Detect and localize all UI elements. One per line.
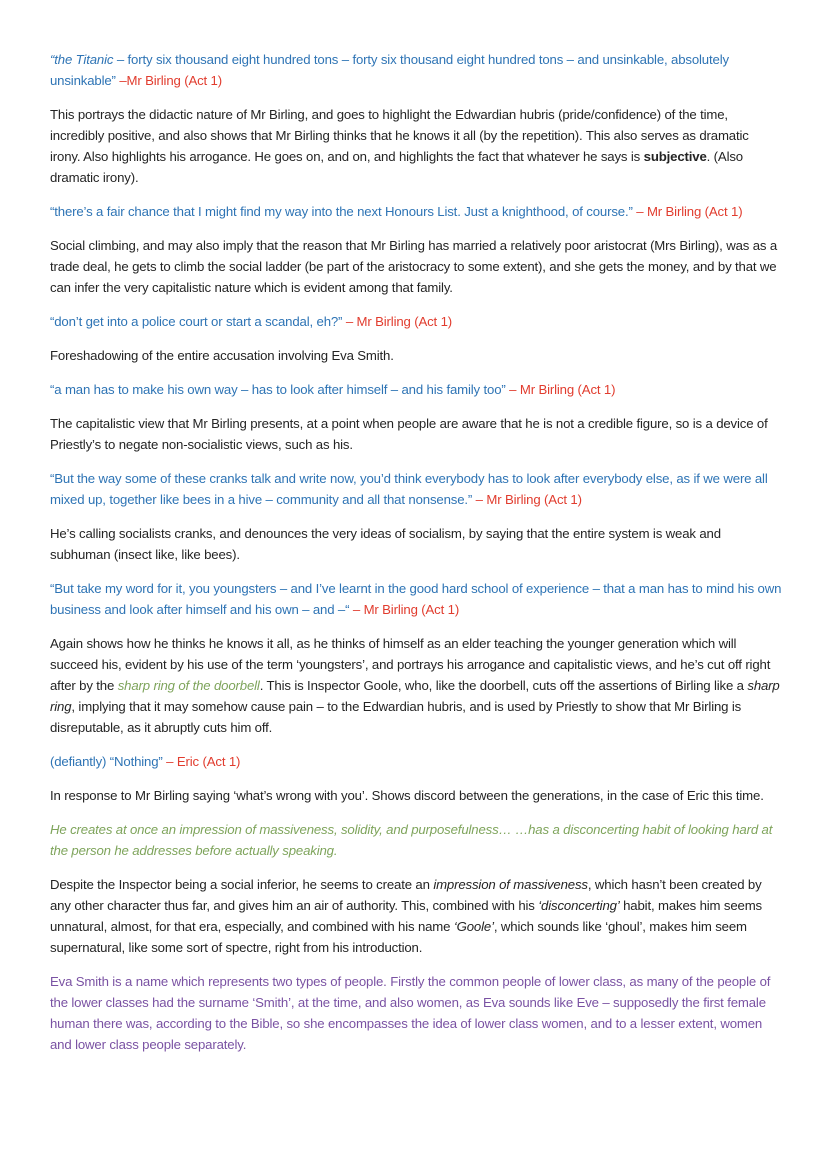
- analysis-paragraph: [50, 235, 782, 298]
- text-run-body: , which sounds like ‘ghoul’, makes him seem supernatural, like some sort of spectre, right from his introduction.: [50, 919, 747, 955]
- text-run-body: Social climbing, and may also imply that the reason that Mr Birling has married a relatively poor aristocrat (Mrs Birling), was as a trade deal, he gets to climb the social ladder (be part of the aristocracy to some extent), and she gets the money, and by that we can infer the very capitalistic nature which is evident among that family.: [50, 238, 778, 295]
- text-run-quote: “a man has to make his own way – has to look after himself – and his family too”: [50, 382, 510, 397]
- text-run-body-italic: ‘disconcerting’: [538, 898, 620, 913]
- text-run-body: Despite the Inspector being a social inferior, he seems to create an: [50, 877, 434, 892]
- analysis-paragraph: [50, 104, 782, 188]
- text-run-body: In response to Mr Birling saying ‘what’s wrong with you’. Shows discord between the generations, in the case of Eric this time.: [50, 788, 764, 803]
- text-run-body: , which hasn’t been created by any other character thus far, and gives him an air of authority. This, combined with his: [50, 877, 762, 913]
- text-run-quote: “don’t get into a police court or start a scandal, eh?”: [50, 314, 346, 329]
- text-run-green-italic: He creates at once an impression of massiveness, solidity, and purposefulness… …has a disconcerting habit of looking hard at the person he addresses before actually speaking.: [50, 822, 773, 858]
- text-run-quote: “But the way some of these cranks talk and write now, you’d think everybody has to look after everybody else, as if we were all mixed up, together like bees in a hive – community and all that nonsense.”: [50, 471, 768, 507]
- analysis-paragraph: [50, 345, 782, 366]
- text-run-body-bold: subjective: [643, 149, 707, 164]
- quote-paragraph: [50, 201, 782, 222]
- text-run-attribution: – Eric (Act 1): [166, 754, 241, 769]
- text-run-quote: “there’s a fair chance that I might find my way into the next Honours List. Just a knighthood, of course.”: [50, 204, 637, 219]
- quote-paragraph: [50, 379, 782, 400]
- text-run-body: habit, makes him seems unnatural, almost, for that era, especially, and combined with his name: [50, 898, 762, 934]
- text-run-quote: (defiantly) “Nothing”: [50, 754, 167, 769]
- text-run-body: Foreshadowing of the entire accusation involving Eva Smith.: [50, 348, 394, 363]
- quote-paragraph: [50, 311, 782, 332]
- text-run-body: . (Also dramatic irony).: [50, 149, 743, 185]
- text-run-attribution: –Mr Birling (Act 1): [119, 73, 222, 88]
- quote-paragraph: [50, 751, 782, 772]
- text-run-body: . This is Inspector Goole, who, like the doorbell, cuts off the assertions of Birling like a: [259, 678, 748, 693]
- quote-paragraph: [50, 468, 782, 510]
- analysis-paragraph: [50, 785, 782, 806]
- quote-paragraph: [50, 578, 782, 620]
- text-run-attribution: – Mr Birling (Act 1): [352, 602, 460, 617]
- analysis-paragraph: [50, 523, 782, 565]
- stage-direction-paragraph: [50, 819, 782, 861]
- text-run-body-italic: ‘Goole’: [453, 919, 494, 934]
- text-run-quote: “But take my word for it, you youngsters – and I’ve learnt in the good hard school of experience – that a man has to mind his own business and look after himself and his own – and –“: [50, 581, 782, 617]
- text-run-quote-italic: “the Titanic: [50, 52, 117, 67]
- text-run-body: He’s calling socialists cranks, and denounces the very ideas of socialism, by saying that the entire system is weak and subhuman (insect like, like bees).: [50, 526, 721, 562]
- text-run-purple: Eva Smith is a name which represents two types of people. Firstly the common people of lower class, as many of the people of the lower classes had the surname ‘Smith’, at the time, and also women, as Eva sounds like Eve – supposedly the first female human there was, according to the Bible, so she encompasses the idea of lower class women, and to a lesser extent, women and lower class people separately.: [50, 974, 771, 1052]
- eva-smith-note-paragraph: [50, 971, 782, 1055]
- text-run-body: Again shows how he thinks he knows it all, as he thinks of himself as an elder teaching the younger generation which will succeed his, evident by his use of the term ‘youngsters’, and portrays his arrogance and capitalistic views, and he’s cut off right after by the: [50, 636, 771, 693]
- text-run-attribution: – Mr Birling (Act 1): [345, 314, 453, 329]
- analysis-paragraph: [50, 633, 782, 738]
- text-run-body: This portrays the didactic nature of Mr Birling, and goes to highlight the Edwardian hubris (pride/confidence) of the time, incredibly positive, and also shows that Mr Birling thinks that he knows it all (by the repetition). This also serves as dramatic irony. Also highlights his arrogance. He goes on, and on, and highlights the fact that whatever he says is: [50, 107, 749, 164]
- analysis-paragraph: [50, 874, 782, 958]
- quote-paragraph: [50, 49, 782, 91]
- document-content: [50, 49, 782, 1055]
- text-run-attribution: – Mr Birling (Act 1): [636, 204, 743, 219]
- text-run-quote: – forty six thousand eight hundred tons – forty six thousand eight hundred tons – and unsinkable, absolutely unsinkable”: [50, 52, 729, 88]
- text-run-attribution: – Mr Birling (Act 1): [475, 492, 582, 507]
- text-run-body: , implying that it may somehow cause pain – to the Edwardian hubris, and is used by Priestly to show that Mr Birling is disreputable, as it abruptly cuts him off.: [50, 699, 742, 735]
- text-run-body-italic: impression of massiveness: [433, 877, 588, 892]
- text-run-green-italic: sharp ring of the doorbell: [117, 678, 260, 693]
- text-run-body-italic: sharp ring: [50, 678, 780, 714]
- text-run-attribution: – Mr Birling (Act 1): [509, 382, 616, 397]
- analysis-paragraph: [50, 413, 782, 455]
- text-run-body: The capitalistic view that Mr Birling presents, at a point when people are aware that he is not a credible figure, so is a device of Priestly’s to negate non-socialistic views, such as his.: [50, 416, 768, 452]
